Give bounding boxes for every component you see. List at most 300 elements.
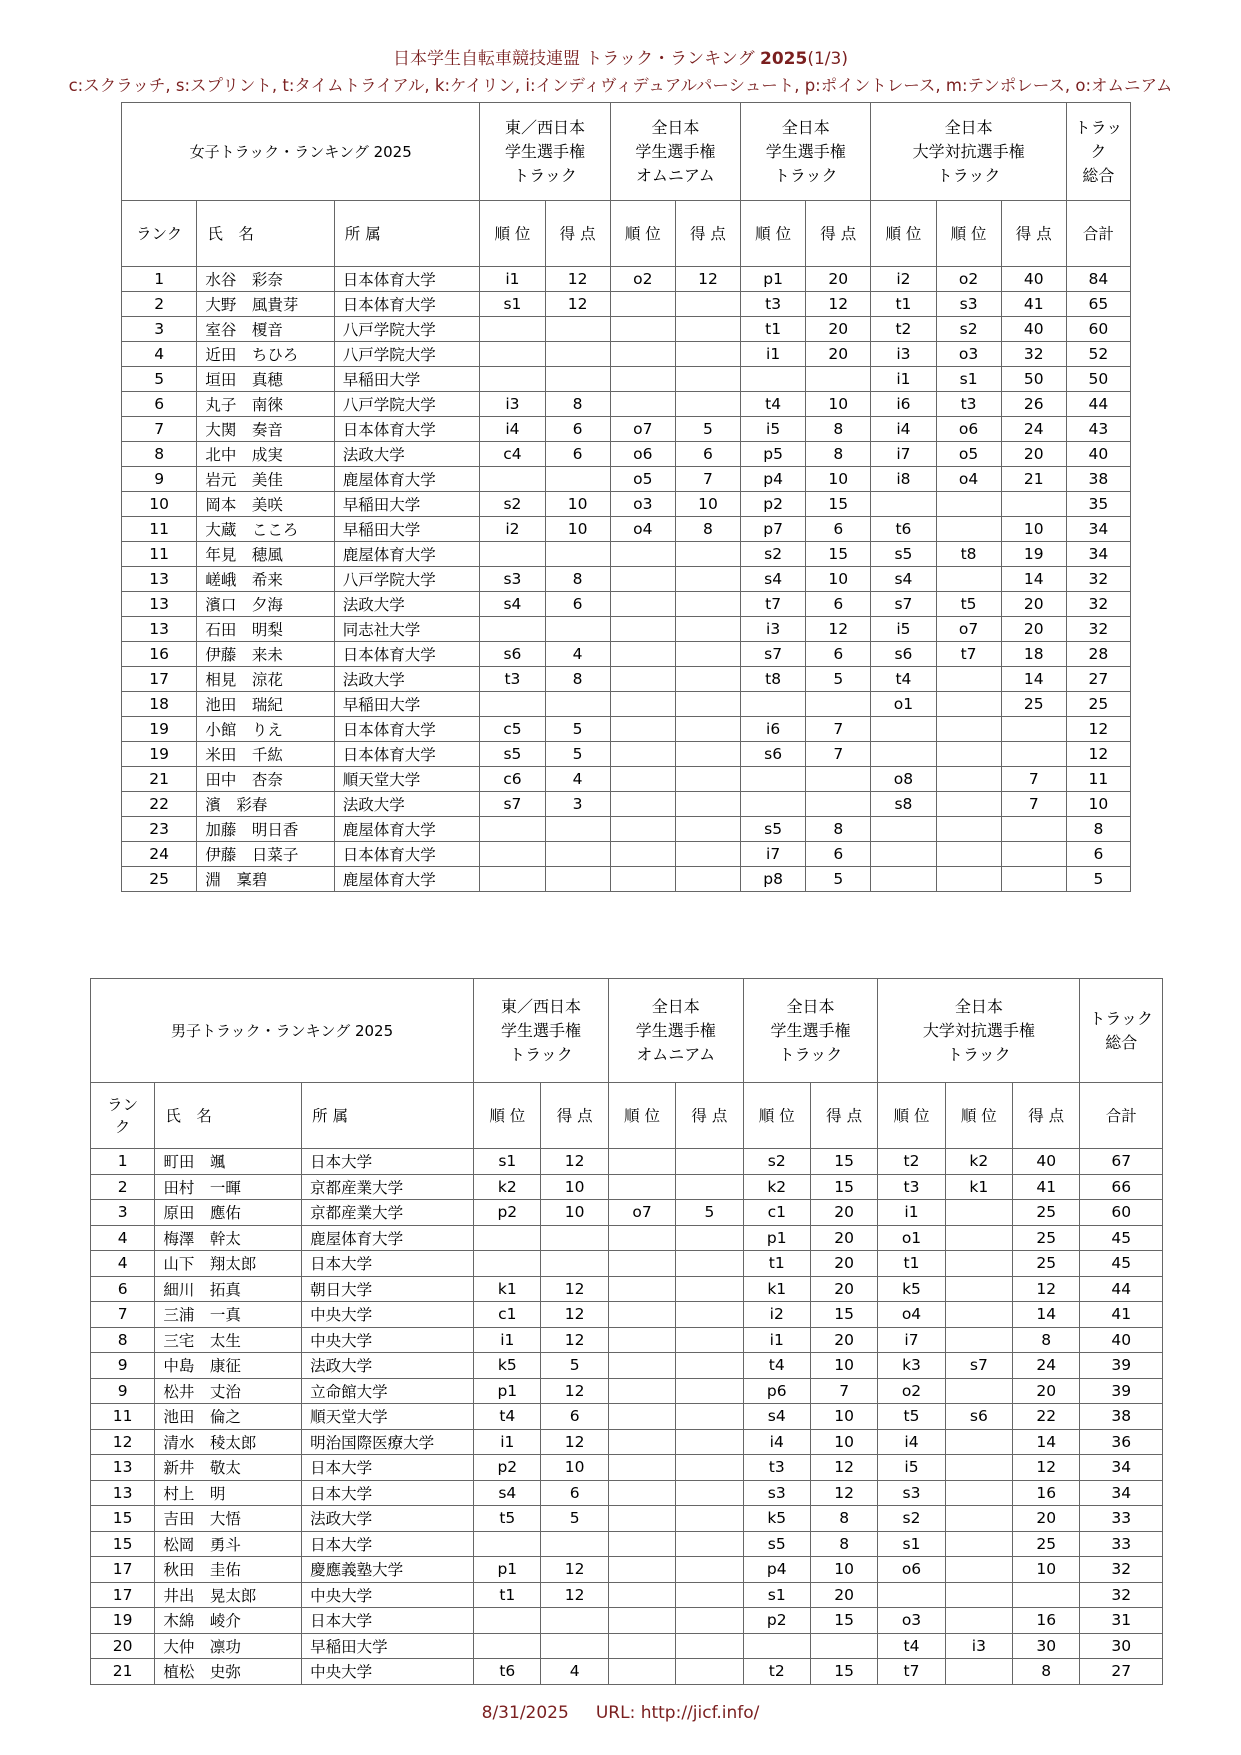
cell-omnium-place: [610, 792, 675, 817]
cell-univ-place-2: t3: [936, 392, 1001, 417]
cell-univ-place-2: o6: [936, 417, 1001, 442]
col-place: 順 位: [936, 201, 1001, 267]
table-row: [122, 792, 1131, 817]
cell-total: 40: [1066, 442, 1130, 467]
cell-omnium-points: [675, 667, 740, 692]
cell-track-place: s5: [741, 817, 806, 842]
cell-track-place: t1: [741, 317, 806, 342]
cell-univ-place-1: i1: [871, 367, 936, 392]
cell-total: 32: [1080, 1582, 1163, 1608]
cell-ew-place: p2: [474, 1455, 541, 1481]
cell-rank: 3: [91, 1200, 155, 1226]
cell-affiliation: 日本大学: [302, 1531, 474, 1557]
cell-track-points: 8: [806, 817, 871, 842]
cell-univ-place-1: k5: [878, 1276, 945, 1302]
cell-omnium-points: [675, 792, 740, 817]
col-east-west: 東／西日本 学生選手権 トラック: [480, 103, 610, 201]
col-all-japan-track: 全日本 学生選手権 トラック: [741, 103, 871, 201]
cell-name: 小館 りえ: [197, 717, 334, 742]
cell-omnium-points: [675, 717, 740, 742]
cell-rank: 18: [122, 692, 197, 717]
cell-name: 原田 應佑: [155, 1200, 302, 1226]
cell-rank: 7: [91, 1302, 155, 1328]
cell-track-place: i5: [741, 417, 806, 442]
cell-ew-points: [545, 617, 610, 642]
col-points: 得 点: [1013, 1083, 1080, 1149]
cell-ew-place: [480, 692, 545, 717]
cell-total: 27: [1080, 1659, 1163, 1685]
table-row: [91, 1327, 1163, 1353]
cell-track-points: 15: [810, 1608, 877, 1634]
cell-univ-points: 25: [1013, 1225, 1080, 1251]
cell-univ-points: 10: [1013, 1557, 1080, 1583]
cell-univ-place-2: [936, 692, 1001, 717]
cell-ew-points: 5: [545, 717, 610, 742]
cell-univ-place-2: [945, 1429, 1012, 1455]
cell-univ-place-2: s3: [936, 292, 1001, 317]
cell-univ-place-1: i4: [871, 417, 936, 442]
cell-univ-points: 7: [1001, 767, 1066, 792]
table-row: [91, 1225, 1163, 1251]
cell-univ-place-2: [945, 1251, 1012, 1277]
cell-name: 梅澤 幹太: [155, 1225, 302, 1251]
cell-univ-place-2: [945, 1480, 1012, 1506]
cell-total: 60: [1066, 317, 1130, 342]
cell-track-place: s5: [743, 1531, 810, 1557]
cell-omnium-points: [675, 317, 740, 342]
cell-univ-place-2: [936, 517, 1001, 542]
cell-univ-points: 14: [1013, 1429, 1080, 1455]
cell-rank: 23: [122, 817, 197, 842]
col-omnium: 全日本 学生選手権 オムニアム: [610, 103, 740, 201]
cell-omnium-place: o5: [610, 467, 675, 492]
cell-track-place: p2: [743, 1608, 810, 1634]
cell-omnium-place: o7: [608, 1200, 675, 1226]
footer-url: URL: http://jicf.info/: [595, 1703, 760, 1723]
cell-univ-place-2: [945, 1327, 1012, 1353]
cell-track-points: 15: [810, 1174, 877, 1200]
cell-omnium-points: [676, 1251, 743, 1277]
cell-total: 32: [1080, 1557, 1163, 1583]
cell-univ-points: 25: [1013, 1531, 1080, 1557]
cell-track-points: 8: [810, 1506, 877, 1532]
cell-ew-points: 8: [545, 567, 610, 592]
cell-omnium-place: [608, 1327, 675, 1353]
cell-ew-points: 12: [541, 1378, 608, 1404]
cell-univ-points: 19: [1001, 542, 1066, 567]
cell-omnium-points: [676, 1276, 743, 1302]
event-legend: c:スクラッチ, s:スプリント, t:タイムトライアル, k:ケイリン, i:インディヴィデュアルパーシュート, p:ポイントレース, m:テンポレース, o:オムニアム: [68, 76, 1173, 95]
cell-ew-points: 12: [541, 1429, 608, 1455]
cell-omnium-points: [675, 292, 740, 317]
cell-omnium-points: [676, 1302, 743, 1328]
cell-track-place: t8: [741, 667, 806, 692]
cell-univ-points: 20: [1013, 1506, 1080, 1532]
cell-ew-points: 4: [545, 642, 610, 667]
table-row: [122, 817, 1131, 842]
cell-rank: 15: [91, 1506, 155, 1532]
cell-track-place: i3: [741, 617, 806, 642]
cell-univ-place-2: s6: [945, 1404, 1012, 1430]
cell-univ-place-1: t4: [871, 667, 936, 692]
cell-rank: 9: [91, 1353, 155, 1379]
cell-total: 39: [1080, 1378, 1163, 1404]
cell-univ-points: [1001, 742, 1066, 767]
cell-rank: 17: [91, 1582, 155, 1608]
col-place: 順 位: [610, 201, 675, 267]
table-row: [122, 542, 1131, 567]
cell-track-points: [806, 792, 871, 817]
cell-univ-points: 14: [1001, 567, 1066, 592]
cell-total: 41: [1080, 1302, 1163, 1328]
table-row: [91, 1378, 1163, 1404]
cell-ew-points: 6: [545, 417, 610, 442]
cell-track-place: s2: [741, 542, 806, 567]
cell-univ-points: 32: [1001, 342, 1066, 367]
cell-univ-place-1: [878, 1582, 945, 1608]
cell-univ-points: 20: [1013, 1378, 1080, 1404]
col-place: 順 位: [741, 201, 806, 267]
cell-ew-place: i2: [480, 517, 545, 542]
cell-name: 大野 風貴芽: [197, 292, 334, 317]
cell-track-points: 8: [806, 442, 871, 467]
cell-affiliation: 日本大学: [302, 1480, 474, 1506]
cell-ew-place: [474, 1251, 541, 1277]
table-row: [91, 1557, 1163, 1583]
cell-omnium-points: [676, 1557, 743, 1583]
cell-total: 40: [1080, 1327, 1163, 1353]
cell-track-place: i7: [741, 842, 806, 867]
cell-affiliation: 立命館大学: [302, 1378, 474, 1404]
cell-omnium-place: [608, 1353, 675, 1379]
cell-ew-place: t1: [474, 1582, 541, 1608]
cell-track-place: p4: [741, 467, 806, 492]
cell-omnium-place: o7: [610, 417, 675, 442]
cell-omnium-points: [676, 1149, 743, 1175]
col-place: 順 位: [608, 1083, 675, 1149]
cell-name: 丸子 南徠: [197, 392, 334, 417]
cell-univ-points: 14: [1013, 1302, 1080, 1328]
cell-omnium-place: [608, 1404, 675, 1430]
cell-ew-place: p1: [474, 1557, 541, 1583]
cell-affiliation: 鹿屋体育大学: [302, 1225, 474, 1251]
cell-track-points: 7: [806, 717, 871, 742]
cell-affiliation: 日本体育大学: [334, 842, 480, 867]
cell-name: 伊藤 来未: [197, 642, 334, 667]
cell-rank: 5: [122, 367, 197, 392]
cell-ew-points: 10: [541, 1200, 608, 1226]
cell-track-points: 6: [806, 517, 871, 542]
cell-univ-place-2: i3: [945, 1633, 1012, 1659]
cell-track-place: s4: [743, 1404, 810, 1430]
cell-omnium-points: [676, 1327, 743, 1353]
cell-univ-place-2: k2: [945, 1149, 1012, 1175]
cell-total: 44: [1080, 1276, 1163, 1302]
cell-affiliation: 鹿屋体育大学: [334, 542, 480, 567]
table-row: [122, 642, 1131, 667]
col-omnium: 全日本 学生選手権 オムニアム: [608, 979, 743, 1083]
cell-affiliation: 日本体育大学: [334, 417, 480, 442]
cell-track-place: s1: [743, 1582, 810, 1608]
cell-ew-place: k1: [474, 1276, 541, 1302]
cell-name: 嵯峨 希来: [197, 567, 334, 592]
cell-track-place: p4: [743, 1557, 810, 1583]
cell-ew-points: 6: [545, 442, 610, 467]
cell-name: 吉田 大悟: [155, 1506, 302, 1532]
table-row: [122, 467, 1131, 492]
cell-univ-place-2: t5: [936, 592, 1001, 617]
cell-name: 山下 翔太郎: [155, 1251, 302, 1277]
cell-rank: 12: [91, 1429, 155, 1455]
cell-omnium-points: [676, 1455, 743, 1481]
cell-omnium-points: [675, 542, 740, 567]
cell-affiliation: 中央大学: [302, 1327, 474, 1353]
cell-univ-place-1: o4: [878, 1302, 945, 1328]
cell-univ-place-2: t7: [936, 642, 1001, 667]
cell-omnium-points: [675, 617, 740, 642]
cell-total: 30: [1080, 1633, 1163, 1659]
cell-affiliation: 日本体育大学: [334, 717, 480, 742]
cell-track-points: 10: [810, 1404, 877, 1430]
cell-name: 濱口 夕海: [197, 592, 334, 617]
women-table-title: 女子トラック・ランキング 2025: [122, 103, 480, 201]
cell-univ-points: [1001, 867, 1066, 892]
cell-univ-points: 25: [1013, 1200, 1080, 1226]
cell-univ-place-1: [871, 492, 936, 517]
cell-univ-place-1: o6: [878, 1557, 945, 1583]
cell-ew-points: 12: [541, 1302, 608, 1328]
cell-rank: 13: [91, 1480, 155, 1506]
cell-univ-place-2: [945, 1302, 1012, 1328]
table-row: [122, 867, 1131, 892]
cell-track-place: i2: [743, 1302, 810, 1328]
cell-rank: 4: [122, 342, 197, 367]
cell-track-points: 15: [810, 1302, 877, 1328]
cell-track-points: 12: [810, 1455, 877, 1481]
cell-rank: 2: [91, 1174, 155, 1200]
cell-name: 相見 涼花: [197, 667, 334, 692]
cell-univ-place-1: [871, 842, 936, 867]
cell-total: 32: [1066, 567, 1130, 592]
cell-univ-place-2: [945, 1659, 1012, 1685]
cell-omnium-place: [610, 867, 675, 892]
col-points: 得 点: [1001, 201, 1066, 267]
cell-univ-place-1: i7: [871, 442, 936, 467]
col-points: 得 点: [541, 1083, 608, 1149]
cell-omnium-points: [676, 1659, 743, 1685]
cell-ew-points: 12: [545, 292, 610, 317]
cell-omnium-points: [675, 842, 740, 867]
cell-affiliation: 八戸学院大学: [334, 342, 480, 367]
cell-univ-place-2: o2: [936, 267, 1001, 292]
cell-univ-place-1: i7: [878, 1327, 945, 1353]
cell-total: 36: [1080, 1429, 1163, 1455]
cell-univ-place-1: i4: [878, 1429, 945, 1455]
cell-rank: 20: [91, 1633, 155, 1659]
cell-track-place: [741, 792, 806, 817]
cell-univ-place-1: i5: [878, 1455, 945, 1481]
cell-omnium-points: [675, 692, 740, 717]
cell-ew-place: [480, 342, 545, 367]
col-sum: 合計: [1066, 201, 1130, 267]
cell-track-points: 15: [810, 1659, 877, 1685]
cell-univ-place-1: s3: [878, 1480, 945, 1506]
cell-ew-place: [480, 367, 545, 392]
cell-omnium-points: 7: [675, 467, 740, 492]
cell-univ-place-2: [936, 867, 1001, 892]
cell-univ-place-1: s6: [871, 642, 936, 667]
cell-total: 27: [1066, 667, 1130, 692]
cell-track-place: i1: [741, 342, 806, 367]
cell-univ-place-1: [871, 717, 936, 742]
cell-ew-points: 10: [545, 492, 610, 517]
cell-rank: 13: [122, 567, 197, 592]
cell-track-place: i4: [743, 1429, 810, 1455]
cell-track-place: t4: [741, 392, 806, 417]
cell-omnium-place: o3: [610, 492, 675, 517]
cell-omnium-place: o6: [610, 442, 675, 467]
cell-track-points: 20: [806, 342, 871, 367]
cell-ew-points: 6: [541, 1480, 608, 1506]
cell-ew-place: i1: [474, 1429, 541, 1455]
cell-name: 田村 一暉: [155, 1174, 302, 1200]
cell-affiliation: 法政大学: [334, 667, 480, 692]
cell-track-points: 10: [810, 1557, 877, 1583]
cell-omnium-points: [675, 342, 740, 367]
cell-omnium-place: [608, 1225, 675, 1251]
cell-omnium-place: [610, 817, 675, 842]
col-name: 氏 名: [197, 201, 334, 267]
cell-rank: 8: [122, 442, 197, 467]
cell-track-place: s2: [743, 1149, 810, 1175]
title-suffix: (1/3): [807, 49, 848, 69]
cell-affiliation: 早稲田大学: [334, 517, 480, 542]
cell-ew-points: 12: [541, 1276, 608, 1302]
cell-track-place: c1: [743, 1200, 810, 1226]
cell-univ-place-1: s8: [871, 792, 936, 817]
cell-omnium-place: [608, 1608, 675, 1634]
table-row: [91, 1404, 1163, 1430]
cell-univ-points: 20: [1001, 592, 1066, 617]
cell-ew-points: [541, 1251, 608, 1277]
cell-univ-place-1: t1: [871, 292, 936, 317]
cell-track-place: s7: [741, 642, 806, 667]
cell-univ-place-2: s1: [936, 367, 1001, 392]
table-row: [91, 1506, 1163, 1532]
table-row: [91, 1455, 1163, 1481]
cell-affiliation: 早稲田大学: [334, 367, 480, 392]
cell-omnium-place: [610, 692, 675, 717]
cell-rank: 1: [91, 1149, 155, 1175]
cell-ew-points: 6: [541, 1404, 608, 1430]
cell-name: 淵 稟碧: [197, 867, 334, 892]
cell-rank: 6: [122, 392, 197, 417]
col-all-japan-track: 全日本 学生選手権 トラック: [743, 979, 878, 1083]
cell-ew-points: [545, 317, 610, 342]
cell-total: 31: [1080, 1608, 1163, 1634]
cell-rank: 13: [122, 592, 197, 617]
cell-omnium-points: [676, 1608, 743, 1634]
cell-ew-place: [474, 1608, 541, 1634]
cell-univ-points: 40: [1013, 1149, 1080, 1175]
cell-omnium-place: [608, 1276, 675, 1302]
cell-ew-place: s1: [480, 292, 545, 317]
col-points: 得 点: [675, 201, 740, 267]
table-row: [122, 567, 1131, 592]
cell-ew-place: c4: [480, 442, 545, 467]
cell-univ-points: 41: [1013, 1174, 1080, 1200]
cell-omnium-place: [610, 567, 675, 592]
cell-univ-place-2: [936, 667, 1001, 692]
cell-ew-points: 4: [545, 767, 610, 792]
cell-ew-points: [545, 542, 610, 567]
col-university: 全日本 大学対抗選手権 トラック: [878, 979, 1080, 1083]
footer-date: 8/31/2025: [481, 1703, 569, 1723]
cell-track-place: k1: [743, 1276, 810, 1302]
cell-ew-place: i3: [480, 392, 545, 417]
cell-affiliation: 中央大学: [302, 1659, 474, 1685]
cell-track-points: [806, 367, 871, 392]
cell-name: 秋田 圭佑: [155, 1557, 302, 1583]
cell-univ-place-1: [871, 742, 936, 767]
cell-affiliation: 京都産業大学: [302, 1200, 474, 1226]
cell-ew-points: [545, 842, 610, 867]
cell-univ-place-1: s5: [871, 542, 936, 567]
cell-ew-place: [480, 817, 545, 842]
table-row: [122, 367, 1131, 392]
cell-ew-place: k2: [474, 1174, 541, 1200]
cell-track-place: t7: [741, 592, 806, 617]
table-row: [122, 617, 1131, 642]
cell-omnium-place: [610, 842, 675, 867]
cell-name: 加藤 明日香: [197, 817, 334, 842]
cell-univ-points: 24: [1013, 1353, 1080, 1379]
cell-omnium-place: [610, 542, 675, 567]
cell-ew-points: [541, 1225, 608, 1251]
cell-omnium-points: 8: [675, 517, 740, 542]
cell-name: 濱 彩春: [197, 792, 334, 817]
cell-univ-place-1: t2: [878, 1149, 945, 1175]
table-row: [122, 317, 1131, 342]
cell-track-points: 6: [806, 842, 871, 867]
cell-affiliation: 京都産業大学: [302, 1174, 474, 1200]
cell-track-points: 5: [806, 667, 871, 692]
cell-ew-place: [480, 617, 545, 642]
cell-total: 35: [1066, 492, 1130, 517]
table-row: [91, 1429, 1163, 1455]
cell-univ-place-2: [936, 492, 1001, 517]
col-place: 順 位: [743, 1083, 810, 1149]
cell-omnium-place: [610, 767, 675, 792]
cell-univ-place-2: s2: [936, 317, 1001, 342]
col-name: 氏 名: [155, 1083, 302, 1149]
cell-track-place: s4: [741, 567, 806, 592]
table-row: [91, 1200, 1163, 1226]
cell-track-points: 10: [810, 1429, 877, 1455]
cell-univ-points: 30: [1013, 1633, 1080, 1659]
cell-track-place: s3: [743, 1480, 810, 1506]
cell-omnium-place: [610, 342, 675, 367]
cell-track-place: t2: [743, 1659, 810, 1685]
cell-rank: 13: [91, 1455, 155, 1481]
table-row: [122, 417, 1131, 442]
cell-name: 石田 明梨: [197, 617, 334, 642]
cell-track-points: 12: [806, 617, 871, 642]
cell-affiliation: 日本体育大学: [334, 292, 480, 317]
cell-univ-points: 8: [1013, 1659, 1080, 1685]
cell-univ-place-2: k1: [945, 1174, 1012, 1200]
cell-univ-place-2: o4: [936, 467, 1001, 492]
